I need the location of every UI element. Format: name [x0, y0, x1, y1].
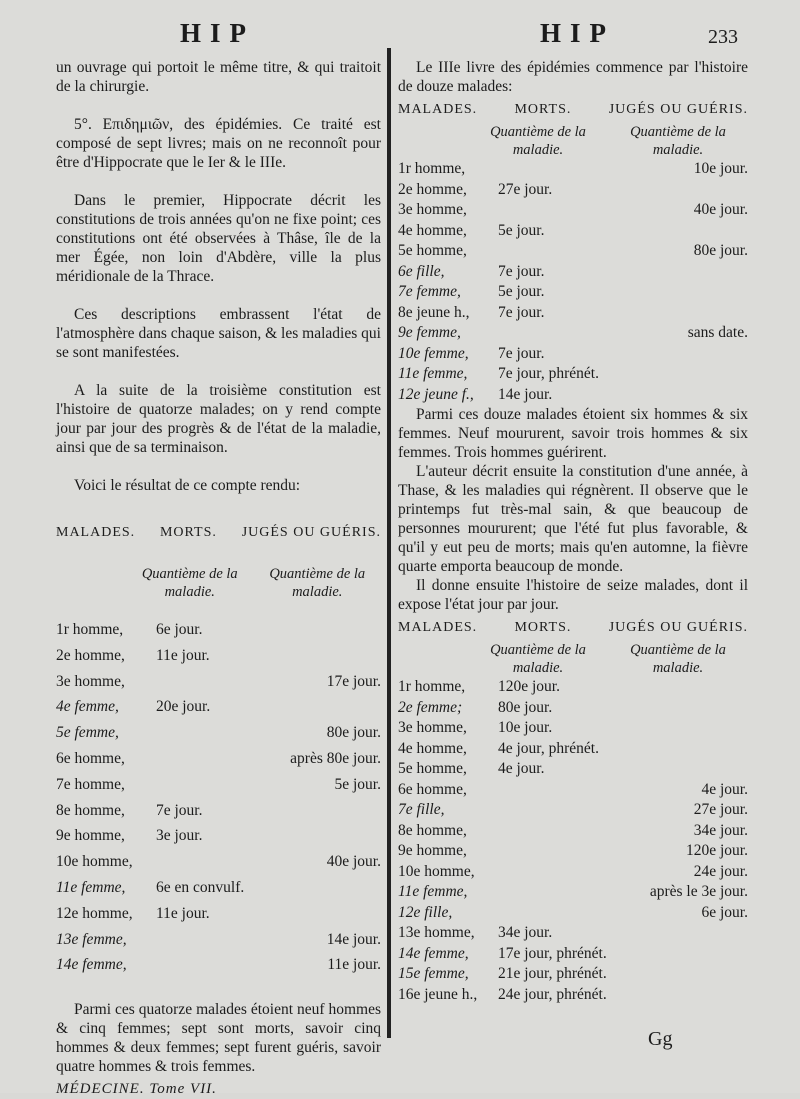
death-cell [498, 323, 608, 344]
death-cell: 27e jour. [498, 180, 553, 198]
cured-cell [608, 985, 748, 1006]
table-row [398, 262, 748, 283]
table-row [398, 923, 748, 944]
patient-cell: 6e fille, [398, 262, 445, 280]
patient-cell: 1r homme, [398, 160, 466, 177]
running-head-right: HIP [540, 18, 616, 48]
patients-table-2 [398, 677, 748, 1005]
cured-cell: 34e jour. [693, 821, 748, 839]
paragraph-descriptions: Ces descriptions embrassent l'état de l'atmosphère dans chaque saison, & les maladies qui se sont manifestées. [56, 306, 381, 361]
table-row [398, 718, 748, 739]
cured-cell [608, 221, 748, 242]
death-cell: 7e jour. [498, 262, 545, 280]
col-morts: MORTS. [514, 620, 572, 635]
subhead-morts: Quantième de la maladie. [141, 566, 238, 600]
table-row [398, 200, 748, 221]
cured-cell [608, 262, 748, 283]
table2-subheader [398, 641, 748, 677]
cured-cell [266, 904, 381, 930]
patient-cell: 10e homme, [398, 862, 475, 880]
death-cell: 24e jour, phrénét. [498, 985, 607, 1003]
patient-cell: 10e femme, [398, 344, 469, 362]
paragraph-third-book: Le IIIe livre des épidémies commence par l'histoire de douze malades: [398, 59, 748, 95]
col-morts: MORTS. [514, 102, 572, 117]
table-row [56, 955, 381, 981]
death-cell [498, 800, 608, 821]
death-cell: 7e jour. [498, 303, 545, 321]
death-cell [156, 749, 266, 775]
cured-cell: 24e jour. [693, 862, 748, 880]
signature-mark: Gg [648, 1028, 673, 1050]
cured-cell: 40e jour. [326, 853, 381, 871]
cured-cell [266, 801, 381, 827]
cured-cell [266, 878, 381, 904]
cured-cell [608, 759, 748, 780]
death-cell: 7e jour. [498, 344, 545, 362]
patient-cell: 8e homme, [56, 801, 125, 819]
table-row [398, 821, 748, 842]
death-cell: 4e jour. [498, 760, 545, 777]
left-column [56, 58, 381, 1099]
cured-cell: 80e jour. [326, 724, 381, 742]
death-cell: 21e jour, phrénét. [498, 965, 607, 982]
death-cell [498, 241, 608, 262]
patients-table [56, 620, 381, 981]
col-morts: MORTS. [159, 525, 217, 540]
patient-cell: 11e femme, [398, 365, 468, 382]
cured-cell: 80e jour. [693, 242, 748, 259]
patient-cell: 6e homme, [56, 749, 125, 767]
right-column [398, 58, 748, 1005]
patient-cell: 15e femme, [398, 965, 469, 982]
cured-cell [608, 344, 748, 365]
patient-cell: 12e fille, [398, 903, 453, 921]
table-row [398, 964, 748, 985]
patient-cell: 9e homme, [398, 842, 467, 859]
death-cell [498, 882, 608, 903]
cured-cell [608, 698, 748, 719]
cured-cell: 14e jour. [326, 930, 381, 948]
patients-table-1 [398, 159, 748, 405]
patient-cell: 4e femme, [56, 698, 119, 716]
col-malades: MALADES. [56, 525, 136, 540]
death-cell [498, 821, 608, 842]
cured-cell [266, 646, 381, 672]
death-cell [498, 159, 608, 180]
patient-cell: 14e femme, [56, 956, 127, 974]
death-cell [498, 780, 608, 801]
paragraph-result-intro: Voici le résultat de ce compte rendu: [74, 477, 301, 494]
page-number: 233 [708, 26, 738, 48]
table-row [56, 672, 381, 698]
death-cell [156, 930, 266, 956]
patient-cell: 12e jeune f., [398, 385, 474, 403]
patient-cell: 4e homme, [398, 739, 467, 757]
cured-cell: 11e jour. [327, 956, 381, 974]
table-row [398, 180, 748, 201]
death-cell: 6e en convulf. [156, 878, 245, 896]
table-row [398, 800, 748, 821]
table-row [56, 749, 381, 775]
patient-cell: 6e homme, [398, 780, 467, 798]
table-row [56, 904, 381, 930]
death-cell: 80e jour. [498, 698, 553, 716]
patient-cell: 9e femme, [398, 324, 461, 341]
cured-cell: après le 3e jour. [649, 883, 748, 900]
death-cell [498, 200, 608, 221]
table-row [398, 985, 748, 1006]
death-cell: 5e jour. [498, 283, 545, 300]
patient-cell: 8e homme, [398, 821, 467, 839]
patient-cell: 14e femme, [398, 944, 469, 962]
patient-cell: 1r homme, [398, 678, 466, 695]
table-row [398, 221, 748, 242]
cured-cell [608, 923, 748, 944]
paragraph-fourteen-patients: A la suite de la troisième constitution est l'histoire de quatorze malades; on y rend compte jour par jour des progrès & de l'état de la maladie, ainsi que de sa terminaison. [56, 382, 381, 456]
paragraph-twelve-summary: Parmi ces douze malades étoient six hommes & six femmes. Neuf moururent, savoir trois hommes & six femmes. Trois hommes guérirent. [398, 406, 748, 461]
subhead-morts: Quantième de la maladie. [490, 124, 586, 158]
table-row [398, 241, 748, 262]
table-row [56, 723, 381, 749]
table-row [398, 841, 748, 862]
patient-cell: 3e homme, [398, 201, 467, 218]
table-row [398, 739, 748, 760]
table-row [398, 903, 748, 924]
patient-cell: 9e homme, [56, 827, 125, 845]
cured-cell: 120e jour. [686, 842, 748, 859]
cured-cell: 6e jour. [701, 903, 748, 921]
patient-cell: 11e femme, [56, 878, 126, 896]
cured-cell: 5e jour. [334, 775, 381, 793]
col-malades: MALADES. [398, 620, 478, 635]
table-subheader [56, 565, 381, 601]
death-cell: 3e jour. [156, 827, 203, 845]
death-cell: 20e jour. [156, 698, 211, 716]
death-cell: 34e jour. [498, 924, 553, 941]
death-cell [156, 723, 266, 749]
table-row [398, 862, 748, 883]
patient-cell: 3e homme, [56, 672, 125, 690]
patient-cell: 4e homme, [398, 221, 467, 239]
table1-header [398, 100, 748, 119]
death-cell [156, 852, 266, 878]
death-cell: 14e jour. [498, 385, 553, 403]
paragraph-epidemics: 5°. Επιδημιῶν, des épidémies. Ce traité est composé de sept livres; mais on ne reconnoît pour être d'Hippocrate que le Ier & le IIIe. [56, 116, 381, 171]
cured-cell: 40e jour. [693, 201, 748, 218]
column-rule [387, 48, 391, 1038]
cured-cell [608, 944, 748, 965]
table-row [56, 930, 381, 956]
table-header [56, 523, 381, 542]
cured-cell: après 80e jour. [290, 749, 381, 767]
patient-cell: 12e homme, [56, 904, 133, 922]
cured-cell [608, 964, 748, 985]
death-cell: 6e jour. [156, 621, 203, 638]
table-row [398, 677, 748, 698]
table-row [56, 620, 381, 646]
cured-cell [608, 180, 748, 201]
table-row [398, 303, 748, 324]
patient-cell: 13e homme, [398, 924, 475, 941]
cured-cell [266, 697, 381, 723]
col-juges: JUGÉS OU GUÉRIS. [241, 525, 381, 540]
table-row [398, 759, 748, 780]
patient-cell: 2e femme; [398, 698, 463, 716]
table2-header [398, 618, 748, 637]
death-cell: 5e jour. [498, 221, 545, 239]
death-cell: 120e jour. [498, 678, 560, 695]
death-cell [498, 841, 608, 862]
col-juges: JUGÉS OU GUÉRIS. [608, 620, 748, 635]
cured-cell [608, 385, 748, 406]
death-cell [498, 903, 608, 924]
death-cell: 11e jour. [156, 904, 210, 922]
table-row [398, 698, 748, 719]
footer-signature: MÉDECINE. Tome VII. [56, 1081, 217, 1098]
cured-cell: sans date. [687, 324, 748, 341]
subhead-juges: Quantième de la maladie. [630, 642, 726, 676]
death-cell: 11e jour. [156, 646, 210, 664]
death-cell [156, 775, 266, 801]
table1-subheader [398, 123, 748, 159]
death-cell: 4e jour, phrénét. [498, 739, 599, 757]
cured-cell [608, 282, 748, 303]
table-row [56, 697, 381, 723]
patient-cell: 8e jeune h., [398, 303, 470, 321]
patient-cell: 10e homme, [56, 853, 133, 871]
table-row [56, 826, 381, 852]
cured-cell: 17e jour. [326, 672, 381, 690]
table-row [398, 780, 748, 801]
table-row [398, 882, 748, 903]
table-row [398, 385, 748, 406]
paragraph-1: un ouvrage qui portoit le même titre, & qui traitoit de la chirurgie. [56, 59, 381, 95]
table-row [56, 852, 381, 878]
col-malades: MALADES. [398, 102, 478, 117]
patient-cell: 5e femme, [56, 724, 119, 742]
table-row [398, 344, 748, 365]
table-row [398, 282, 748, 303]
patient-cell: 5e homme, [398, 242, 467, 259]
patient-cell: 1r homme, [56, 621, 124, 638]
death-cell [498, 862, 608, 883]
running-head-left: HIP [180, 18, 256, 48]
table-row [56, 775, 381, 801]
cured-cell [266, 826, 381, 852]
patient-cell: 5e homme, [398, 760, 467, 777]
cured-cell [266, 620, 381, 646]
paragraph-constitutions: Dans le premier, Hippocrate décrit les constitutions de trois années qu'on ne fixe point; ces constitutions ont été observées à Thâse, île de la mer Égée, non loin d'Abdère, ville la plus méridionale de la Thrace. [56, 192, 381, 285]
paragraph-sixteen-intro: Il donne ensuite l'histoire de seize malades, dont il expose l'état jour par jour. [398, 577, 748, 613]
patient-cell: 13e femme, [56, 930, 127, 948]
cured-cell [608, 677, 748, 698]
patient-cell: 7e femme, [398, 283, 461, 300]
table-row [398, 944, 748, 965]
death-cell: 7e jour. [156, 801, 203, 819]
patient-cell: 11e femme, [398, 883, 468, 900]
death-cell [156, 955, 266, 981]
cured-cell: 10e jour. [693, 160, 748, 177]
table-row [398, 159, 748, 180]
patient-cell: 7e fille, [398, 801, 445, 818]
cured-cell [608, 303, 748, 324]
patient-cell: 3e homme, [398, 719, 467, 736]
col-juges: JUGÉS OU GUÉRIS. [608, 102, 748, 117]
subhead-morts: Quantième de la maladie. [490, 642, 586, 676]
patient-cell: 7e homme, [56, 775, 125, 793]
cured-cell [608, 718, 748, 739]
cured-cell: 27e jour. [693, 801, 748, 818]
cured-cell: 4e jour. [701, 780, 748, 798]
death-cell: 10e jour. [498, 719, 553, 736]
death-cell [156, 672, 266, 698]
death-cell: 17e jour, phrénét. [498, 944, 607, 962]
table-row [398, 323, 748, 344]
table-row [56, 878, 381, 904]
cured-cell [608, 364, 748, 385]
patient-cell: 16e jeune h., [398, 985, 478, 1003]
death-cell: 7e jour, phrénét. [498, 365, 599, 382]
patient-cell: 2e homme, [398, 180, 467, 198]
subhead-juges: Quantième de la maladie. [630, 124, 726, 158]
paragraph-thase: L'auteur décrit ensuite la constitution d'une année, à Thase, & les maladies qui régnèrent. Il observe que le printemps fut très-mal sain, & que beaucoup de personnes moururent; que l'été fut plus favorable, & qu'il y eut peu de morts; mais qu'en automne, la fièvre quarte emporta beaucoup de monde. [398, 463, 748, 575]
subhead-juges: Quantième de la maladie. [269, 566, 366, 600]
table-row [398, 364, 748, 385]
paragraph-summary: Parmi ces quatorze malades étoient neuf hommes & cinq femmes; sept sont morts, savoir cinq hommes & deux femmes; sept furent guéris, savoir quatre hommes & trois femmes. [56, 1001, 381, 1076]
table-row [56, 801, 381, 827]
patient-cell: 2e homme, [56, 646, 125, 664]
cured-cell [608, 739, 748, 760]
table-row [56, 646, 381, 672]
